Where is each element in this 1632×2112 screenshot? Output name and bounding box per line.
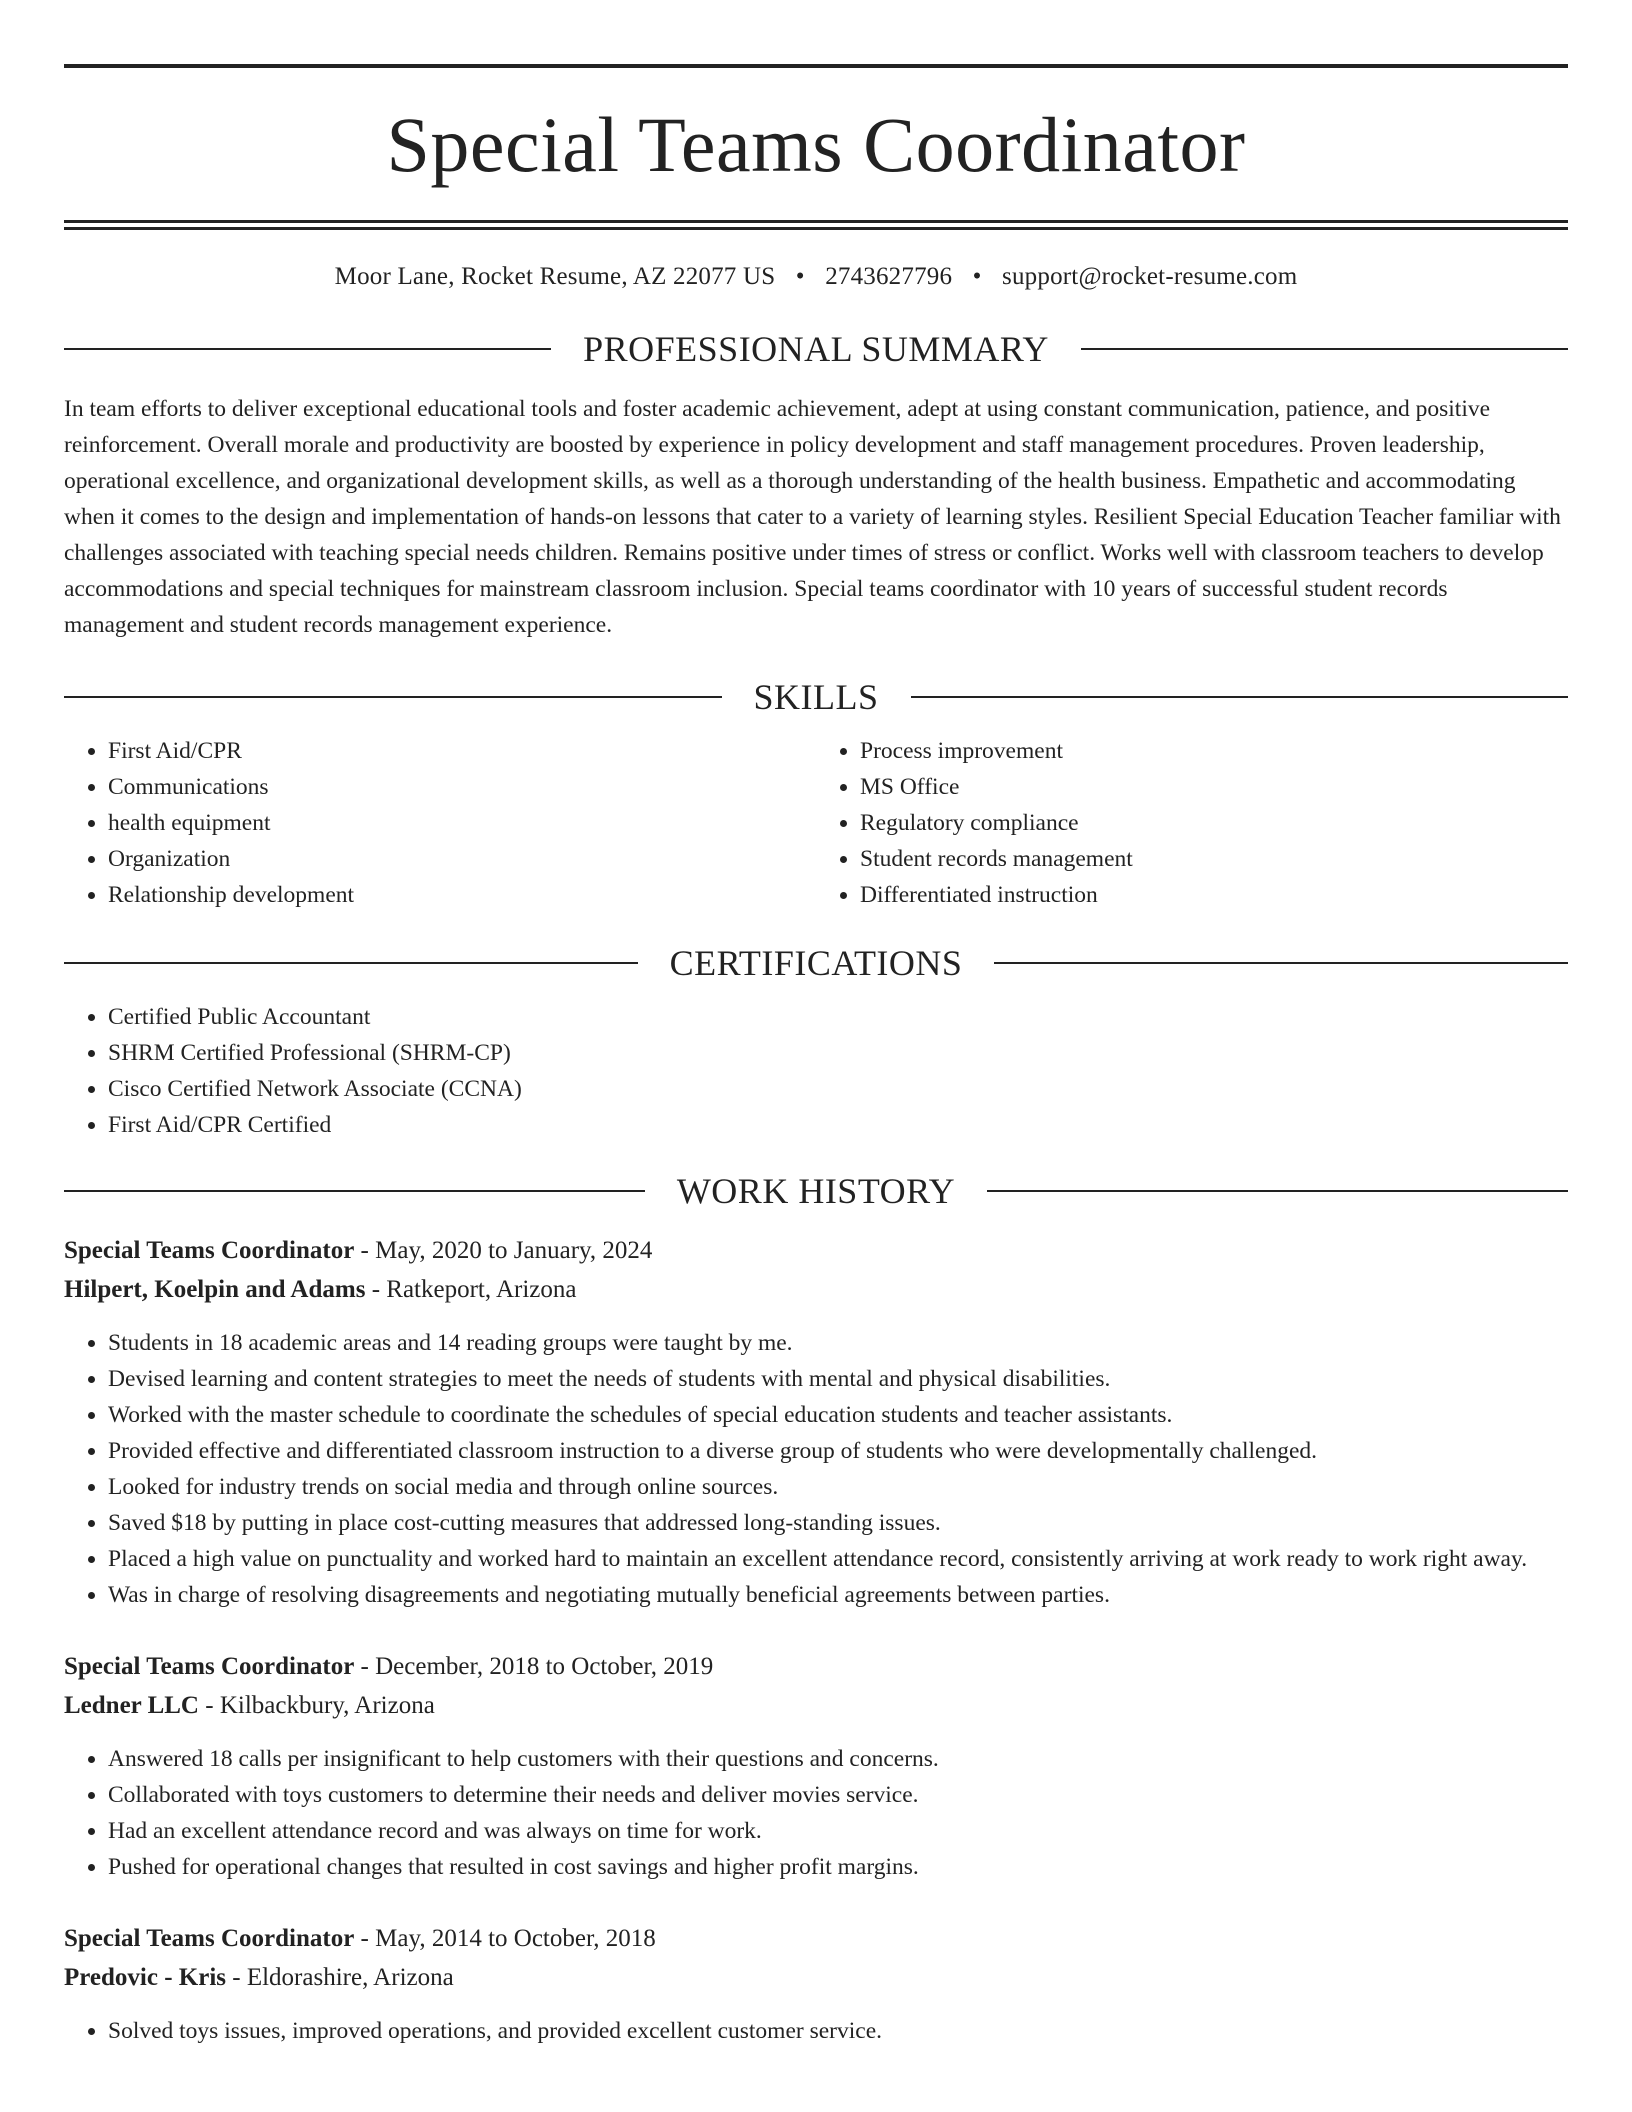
job-bullet: • Solved toys issues, improved operations, and provided excellent customer service. <box>108 2013 1568 2049</box>
job-location: Kilbackbury, Arizona <box>219 1692 435 1719</box>
skill-item: • health equipment <box>108 805 816 841</box>
contact-line <box>64 264 1568 289</box>
top-rule <box>64 64 1568 68</box>
skill-item: • Communications <box>108 769 816 805</box>
work-heading: WORK HISTORY <box>676 1171 956 1211</box>
summary-section-header <box>64 331 1568 367</box>
certification-item: • SHRM Certified Professional (SHRM-CP) <box>108 1035 1568 1071</box>
job-bullet: • Worked with the master schedule to coordinate the schedules of special education students and teacher assistants. <box>108 1397 1568 1433</box>
job-company: Predovic - Kris <box>64 1964 226 1991</box>
job-entry <box>64 1647 1568 1885</box>
skill-item: • Student records management <box>860 841 1568 877</box>
job-title-line <box>64 1647 1568 1686</box>
section-rule-left <box>64 348 551 350</box>
section-rule-left <box>64 696 722 698</box>
job-dash: - <box>226 1964 247 1991</box>
certification-item: • Certified Public Accountant <box>108 999 1568 1035</box>
skills-heading: SKILLS <box>753 677 879 717</box>
section-rule-left <box>64 962 638 964</box>
job-dates: December, 2018 to October, 2019 <box>375 1653 714 1680</box>
certifications-heading: CERTIFICATIONS <box>669 943 963 983</box>
job-dash: - <box>354 1237 376 1264</box>
job-dash: - <box>365 1276 387 1303</box>
contact-email: support@rocket-resume.com <box>1002 263 1298 290</box>
job-bullet: • Was in charge of resolving disagreements and negotiating mutually beneficial agreements between parties. <box>108 1577 1568 1613</box>
job-bullet: • Collaborated with toys customers to determine their needs and deliver movies service. <box>108 1777 1568 1813</box>
section-rule-right <box>911 696 1569 698</box>
job-title-line <box>64 1231 1568 1270</box>
section-rule-left <box>64 1190 645 1192</box>
summary-text: In team efforts to deliver exceptional educational tools and foster academic achievement, adept at using constant communication, patience, and positive reinforcement. Overall morale and productivity are boosted by experience in policy development and staff management procedures. Proven leadership, operational excellence, and organizational development skills, as well as a thorough understanding of the health business. Empathetic and accommodating when it comes to the design and implementation of hands-on lessons that cater to a variety of learning styles. Resilient Special Education Teacher familiar with challenges associated with teaching special needs children. Remains positive under times of stress or conflict. Works well with classroom teachers to develop accommodations and special techniques for mainstream classroom inclusion. Special teams coordinator with 10 years of successful student records management and student records management experience. <box>64 396 1561 638</box>
skills-column-right <box>816 733 1568 913</box>
job-location: Ratkeport, Arizona <box>386 1276 577 1303</box>
certifications-list <box>64 999 1568 1143</box>
job-dates: May, 2020 to January, 2024 <box>375 1237 653 1264</box>
job-bullet: • Looked for industry trends on social media and through online sources. <box>108 1469 1568 1505</box>
skill-item: • MS Office <box>860 769 1568 805</box>
job-dates: May, 2014 to October, 2018 <box>375 1925 656 1952</box>
skill-item: • Regulatory compliance <box>860 805 1568 841</box>
summary-heading: PROFESSIONAL SUMMARY <box>583 329 1049 369</box>
skill-item: • Differentiated instruction <box>860 877 1568 913</box>
skills-list <box>64 733 1568 913</box>
job-company: Hilpert, Koelpin and Adams <box>64 1276 366 1303</box>
section-rule-right <box>994 962 1568 964</box>
contact-address: Moor Lane, Rocket Resume, AZ 22077 US <box>334 263 776 290</box>
skills-column-left <box>64 733 816 913</box>
job-entry <box>64 1919 1568 2049</box>
skill-item: • Organization <box>108 841 816 877</box>
job-role: Special Teams Coordinator <box>64 1237 355 1264</box>
job-bullet: • Answered 18 calls per insignificant to help customers with their questions and concerns. <box>108 1741 1568 1777</box>
job-role: Special Teams Coordinator <box>64 1925 355 1952</box>
skill-item: • First Aid/CPR <box>108 733 816 769</box>
job-company: Ledner LLC <box>64 1692 199 1719</box>
job-dash: - <box>198 1692 220 1719</box>
job-role: Special Teams Coordinator <box>64 1653 355 1680</box>
title-double-rule <box>64 220 1568 230</box>
skill-item: • Process improvement <box>860 733 1568 769</box>
certifications-section-header <box>64 945 1568 981</box>
job-bullets <box>64 1325 1568 1613</box>
job-bullet: • Pushed for operational changes that resulted in cost savings and higher profit margins. <box>108 1849 1568 1885</box>
work-history-list <box>64 1231 1568 2049</box>
skills-section-header <box>64 679 1568 715</box>
work-section-header <box>64 1173 1568 1209</box>
job-bullet: • Students in 18 academic areas and 14 reading groups were taught by me. <box>108 1325 1568 1361</box>
job-title-line <box>64 1919 1568 1958</box>
job-company-line <box>64 1270 1568 1309</box>
section-rule-right <box>987 1190 1568 1192</box>
resume-title: Special Teams Coordinator <box>386 101 1246 188</box>
job-entry <box>64 1231 1568 1613</box>
job-bullets <box>64 1741 1568 1885</box>
job-location: Eldorashire, Arizona <box>246 1964 454 1991</box>
job-bullets <box>64 2013 1568 2049</box>
contact-phone: 2743627796 <box>825 263 953 290</box>
job-bullet: • Had an excellent attendance record and was always on time for work. <box>108 1813 1568 1849</box>
resume-page <box>64 64 1568 2049</box>
job-bullet: • Devised learning and content strategies to meet the needs of students with mental and physical disabilities. <box>108 1361 1568 1397</box>
skill-item: • Relationship development <box>108 877 816 913</box>
contact-separator: • <box>972 263 982 290</box>
job-bullet: • Saved $18 by putting in place cost-cutting measures that addressed long-standing issues. <box>108 1505 1568 1541</box>
certification-item: • Cisco Certified Network Associate (CCNA) <box>108 1071 1568 1107</box>
contact-separator: • <box>795 263 805 290</box>
job-company-line <box>64 1686 1568 1725</box>
job-bullet: • Provided effective and differentiated classroom instruction to a diverse group of students who were developmentally challenged. <box>108 1433 1568 1469</box>
certification-item: • First Aid/CPR Certified <box>108 1107 1568 1143</box>
job-bullet: • Placed a high value on punctuality and worked hard to maintain an excellent attendance record, consistently arriving at work ready to work right away. <box>108 1541 1568 1577</box>
job-company-line <box>64 1958 1568 1997</box>
job-dash: - <box>354 1925 376 1952</box>
section-rule-right <box>1081 348 1568 350</box>
job-dash: - <box>354 1653 376 1680</box>
